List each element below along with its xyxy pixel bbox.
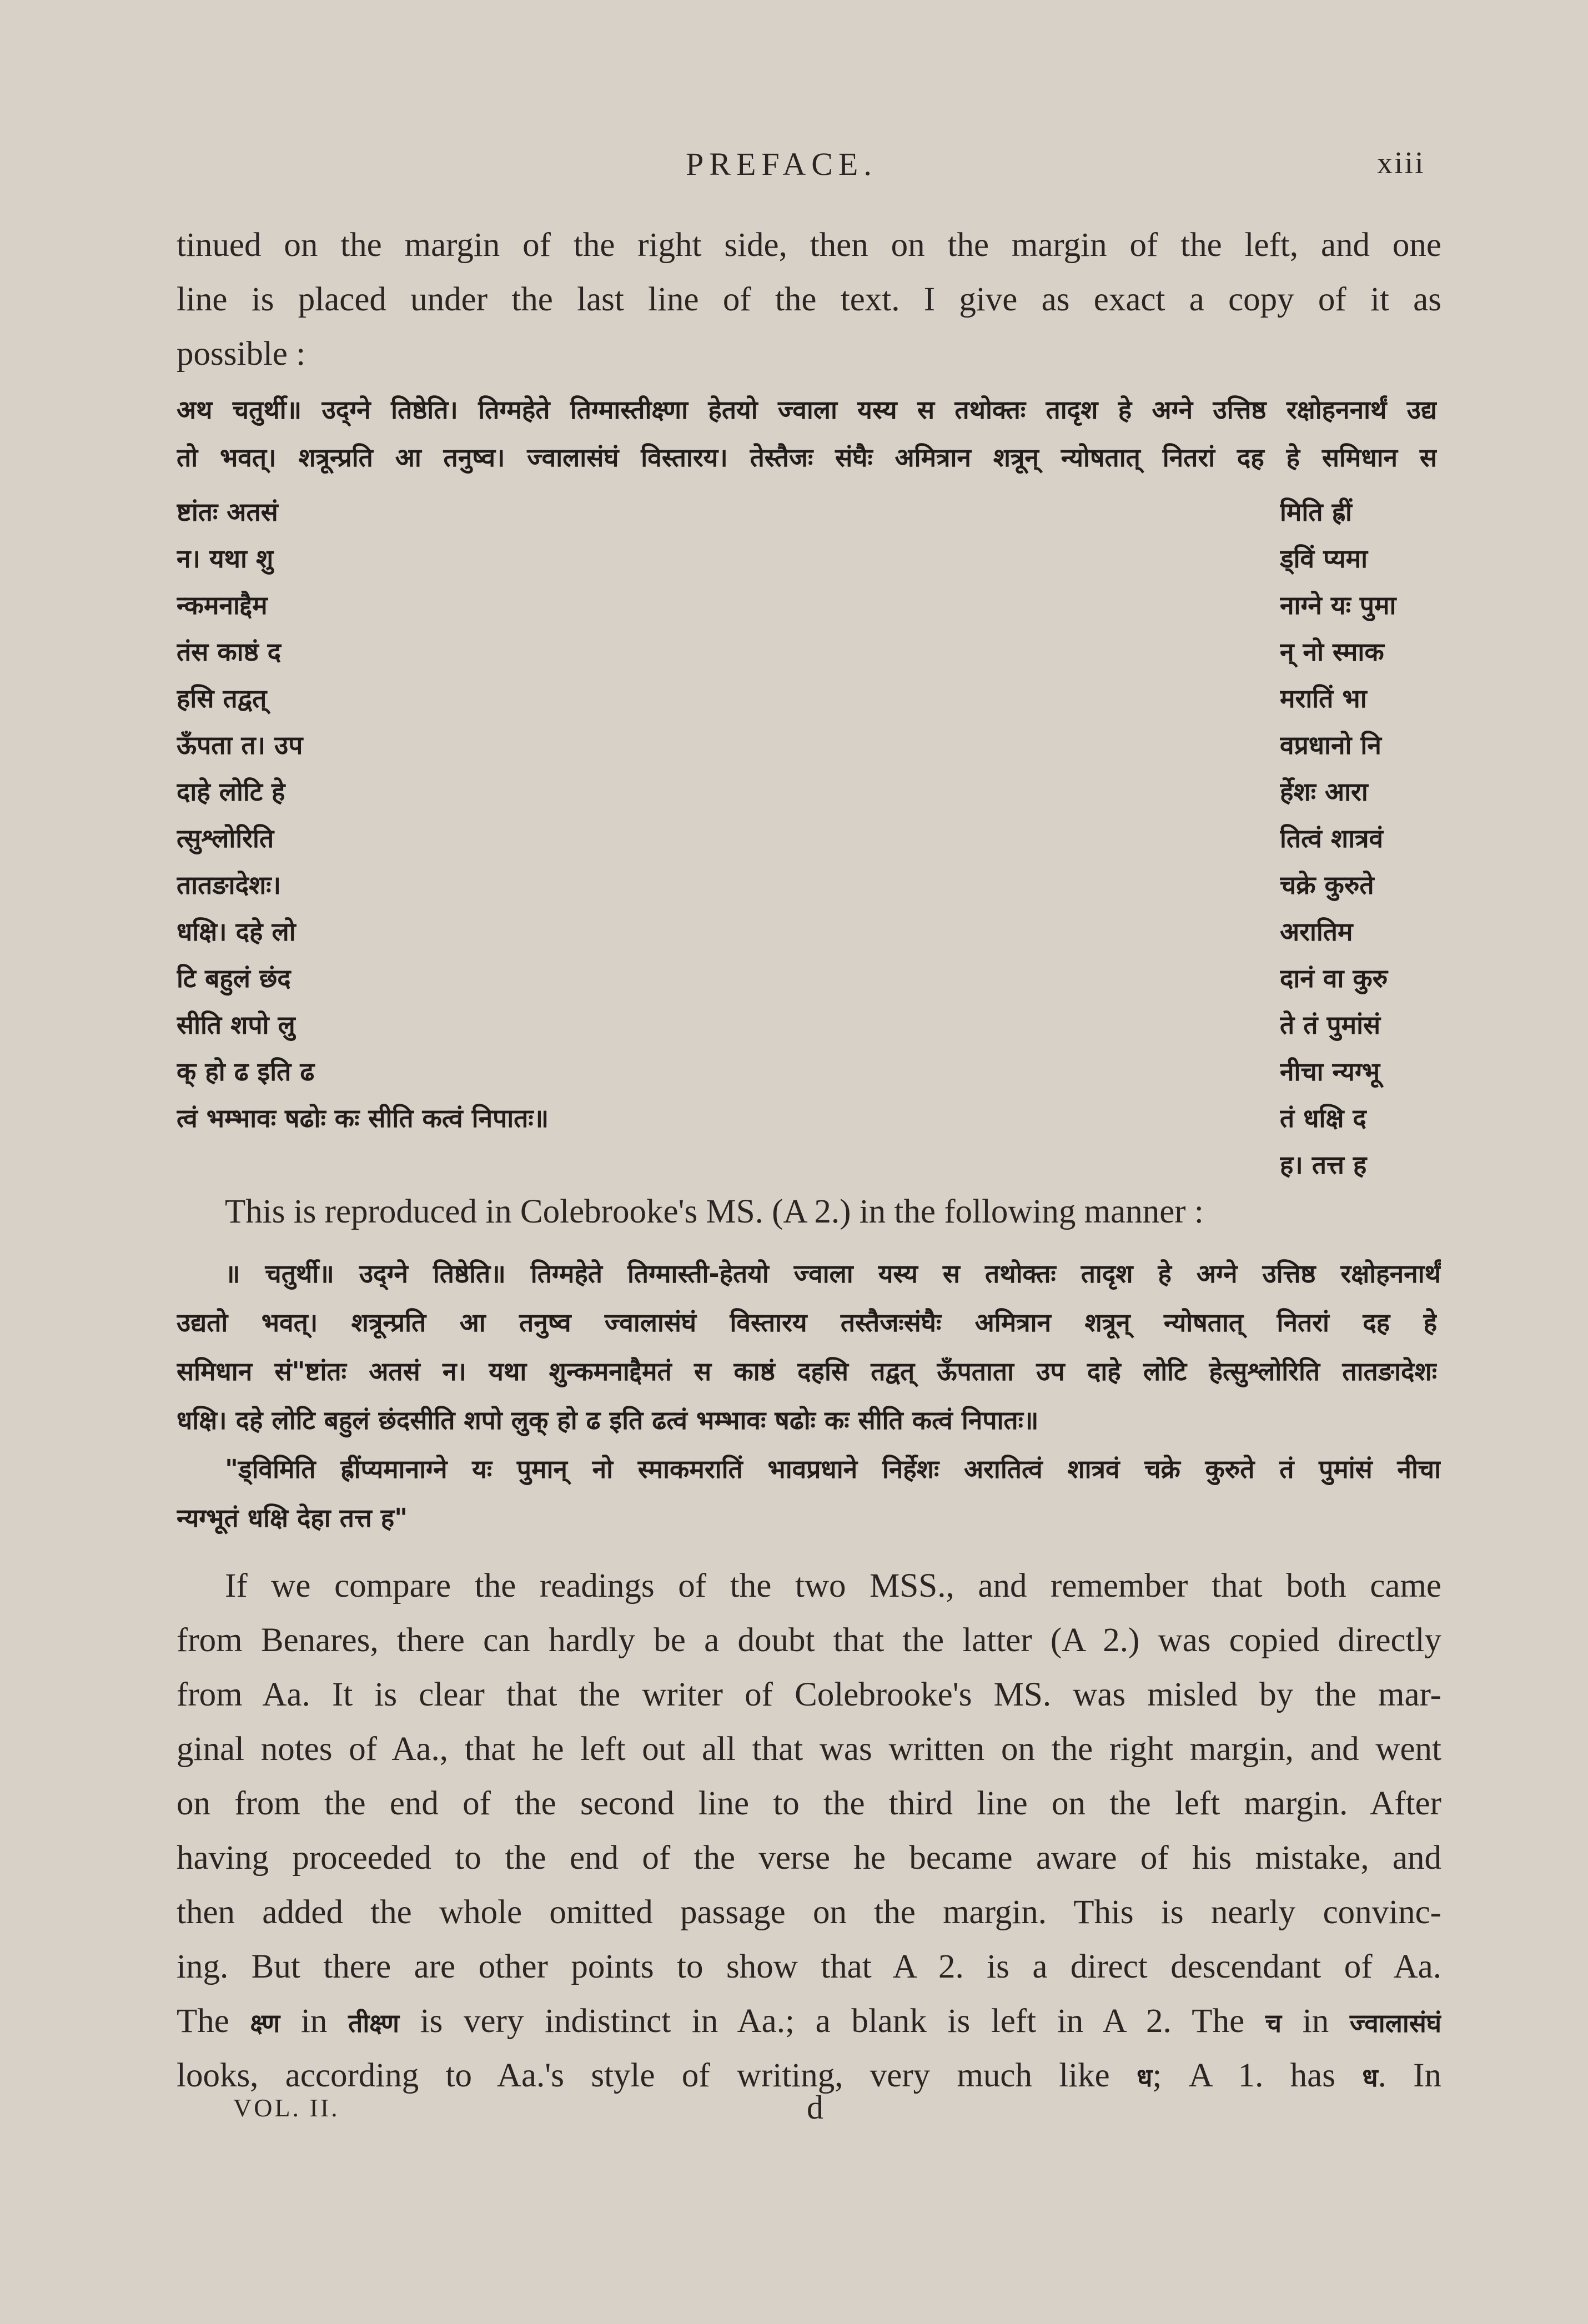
text-fragment: is very indistinct in Aa.; a blank is left in A 2. The xyxy=(420,2003,1245,2040)
body-paragraph xyxy=(177,1559,1441,2103)
running-head-title: PREFACE. xyxy=(686,146,877,182)
text-line: then added the whole omitted passage on the margin. This is nearly convinc- xyxy=(177,1894,1441,1931)
reproduction-intro: This is reproduced in Colebrooke's MS. (A 2.) in the following manner : xyxy=(225,1193,1204,1230)
text-line: having proceeded to the end of the verse he became aware of his mistake, and xyxy=(177,1839,1441,1877)
manuscript-right-line: न् नो स्माक xyxy=(1280,637,1384,667)
manuscript-left-line: सीति शपो लु xyxy=(177,1010,295,1040)
text-line: If we compare the readings of the two MSS., and remember that both came xyxy=(225,1567,1441,1604)
text-line: line is placed under the last line of the text. I give as exact a copy of it as xyxy=(177,281,1441,318)
manuscript-right-line: ते तं पुमांसं xyxy=(1280,1010,1381,1040)
manuscript-right-line: नाग्ने यः पुमा xyxy=(1280,590,1396,620)
text-line: tinued on the margin of the right side, then on the margin of the left, and one xyxy=(177,227,1441,264)
volume-label: VOL. II. xyxy=(233,2094,340,2122)
manuscript-left-column xyxy=(177,489,954,1141)
reproduction-line: समिधान सं"ष्टांतः अतसं न। यथा शुन्कमनाद्दैमतं स काष्ठं दहसि तद्वत् ऊँपताता उप दाहे लोटि हेत्सुश्लोरिति तातङादेशः xyxy=(177,1356,1437,1386)
reproduction-line: ॥ चतुर्थी॥ उद्ग्ने तिष्ठेति॥ तिग्महेते तिग्मास्ती-हेतयो ज्वाला यस्य स तथोक्तः तादृश हे अग्ने उत्तिष्ठ रक्षोहननार्थं xyxy=(225,1259,1441,1289)
manuscript-left-line: न्कमनाद्दैम xyxy=(177,590,268,620)
text-line: from Aa. It is clear that the writer of Colebrooke's MS. was misled by the mar- xyxy=(177,1676,1441,1713)
manuscript-left-line: धक्षि। दहे लो xyxy=(177,917,296,947)
manuscript-right-line: र्हेशः आरा xyxy=(1280,777,1368,807)
sanskrit-fragment: च xyxy=(1265,2008,1282,2038)
text-fragment: ; A 1. has xyxy=(1152,2057,1336,2094)
text-line: from Benares, there can hardly be a doubt that the latter (A 2.) was copied directly xyxy=(177,1622,1441,1659)
manuscript-left-line: टि बहुलं छंद xyxy=(177,963,291,993)
text-line: ing. But there are other points to show that A 2. is a direct descendant of Aa. xyxy=(177,1948,1441,1985)
sanskrit-fragment: ध xyxy=(1137,2063,1153,2092)
text-fragment: The xyxy=(177,2003,229,2040)
page-number: xiii xyxy=(1377,146,1425,180)
manuscript-right-line: दानं वा कुरु xyxy=(1280,963,1388,993)
manuscript-left-line: न। यथा शु xyxy=(177,544,274,574)
manuscript-right-line: चक्रे कुरुते xyxy=(1280,870,1374,900)
manuscript-left-line: क् हो ढ इति ढ xyxy=(177,1057,315,1086)
sanskrit-fragment: क्ष्ण xyxy=(250,2008,280,2038)
manuscript-left-line: त्वं भम्भावः षढोः कः सीति कत्वं निपातः॥ xyxy=(177,1103,549,1133)
manuscript-left-line: ऊँपता त। उप xyxy=(177,730,303,760)
manuscript-right-line: ह। तत्त ह xyxy=(1280,1150,1367,1180)
manuscript-right-line: मरातिं भा xyxy=(1280,683,1367,713)
text-fragment: in xyxy=(300,2003,328,2040)
text-fragment: . In xyxy=(1378,2057,1441,2094)
text-line: ginal notes of Aa., that he left out all that was written on the right margin, and went xyxy=(177,1731,1441,1768)
sanskrit-fragment: ज्वालासंघं xyxy=(1349,2008,1441,2038)
text-line: possible : xyxy=(177,335,306,373)
intro-paragraph xyxy=(177,218,1441,381)
reproduction-line: "ड्विमिति ह्रींप्यमानाग्ने यः पुमान् नो स्माकमरातिं भावप्रधाने निर्हेशः अरातित्वं शात्रवं चक्रे कुरुते तं पुमांसं नीचा xyxy=(225,1454,1441,1484)
manuscript-right-line: तित्वं शात्रवं xyxy=(1280,823,1384,853)
manuscript-right-line: अरातिम xyxy=(1280,917,1353,947)
manuscript-right-column xyxy=(1280,489,1441,1188)
manuscript-line: अथ चतुर्थी॥ उद्ग्ने तिष्ठेति। तिग्महेते तिग्मास्तीक्ष्णा हेतयो ज्वाला यस्य स तथोक्तः तादृश हे अग्ने उत्तिष्ठ रक्षोहननार्थं उद्य xyxy=(177,395,1437,425)
manuscript-left-line: हसि तद्वत् xyxy=(177,683,267,713)
manuscript-left-line: तातङादेशः। xyxy=(177,870,282,900)
manuscript-right-line: तं धक्षि द xyxy=(1280,1103,1366,1133)
text-line: on from the end of the second line to the third line on the left margin. After xyxy=(177,1785,1441,1822)
sanskrit-fragment: तीक्ष्ण xyxy=(348,2008,399,2038)
manuscript-left-line: तंस काष्ठं द xyxy=(177,637,282,667)
manuscript-left-line: ष्टांतः अतसं xyxy=(177,497,278,527)
text-fragment: looks, according to Aa.'s style of writing, very much like xyxy=(177,2057,1110,2094)
manuscript-line: तो भवत्। शत्रून्प्रति आ तनुष्व। ज्वालासंघं विस्तारय। तेस्तैजः संघैः अमित्रान शत्रून् न्योषतात् नितरां दह हे समिधान स xyxy=(177,442,1437,472)
manuscript-right-line: मिति ह्रीं xyxy=(1280,497,1352,527)
text-fragment: in xyxy=(1302,2003,1329,2040)
sanskrit-fragment: ध xyxy=(1362,2063,1378,2092)
text-line-mixed xyxy=(177,1994,1441,2049)
reproduction-line: उद्यतो भवत्। शत्रून्प्रति आ तनुष्व ज्वालासंघं विस्तारय तस्तैजःसंघैः अमित्रान शत्रून् न्योषतात् नितरां दह हे xyxy=(177,1307,1437,1337)
manuscript-right-line: नीचा न्यग्भू xyxy=(1280,1057,1380,1086)
reproduction-line: न्यग्भूतं धक्षि देहा तत्त ह" xyxy=(177,1503,408,1533)
reproduction-line: धक्षि। दहे लोटि बहुलं छंदसीति शपो लुक् हो ढ इति ढत्वं भम्भावः षढोः कः सीति कत्वं निपातः॥ xyxy=(177,1405,1039,1435)
manuscript-right-line: ड्विं प्यमा xyxy=(1280,544,1368,574)
manuscript-left-line: त्सुश्लोरिति xyxy=(177,823,274,853)
manuscript-left-line: दाहे लोटि हे xyxy=(177,777,285,807)
signature-mark: d xyxy=(807,2089,823,2126)
manuscript-right-line: वप्रधानो नि xyxy=(1280,730,1381,760)
